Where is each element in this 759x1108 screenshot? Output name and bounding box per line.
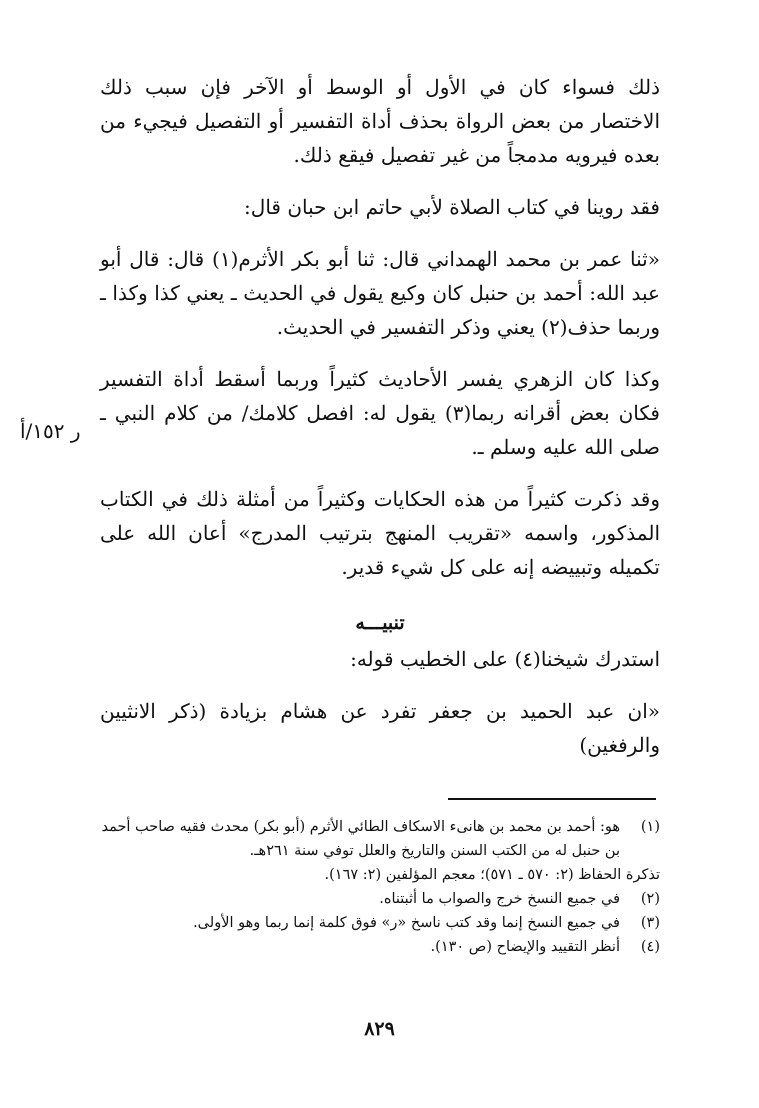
paragraph-6: استدرك شيخنا(٤) على الخطيب قوله: <box>350 647 660 671</box>
footnote-1 <box>100 815 660 863</box>
footnote-text: أنظر التقييد والإيضاح (ص ١٣٠). <box>430 939 620 955</box>
page-number: ٨٢٩ <box>364 1018 395 1040</box>
paragraph-7-quote: «ان عبد الحميد بن جعفر تفرد عن هشام بزيادة (ذكر الانثيين والرفغين) <box>100 699 660 757</box>
footnotes <box>100 815 660 959</box>
section-heading: تنبيـــه <box>355 612 405 634</box>
paragraph-2: فقد روينا في كتاب الصلاة لأبي حاتم ابن حبان قال: <box>244 195 660 219</box>
footnote-number: (٤) <box>640 939 660 955</box>
footnote-2 <box>100 887 660 911</box>
paragraph-3-quote: «ثنا عمر بن محمد الهمداني قال: ثنا أبو بكر الأثرم(١) قال: قال أبو عبد الله: أحمد بن حنبل كان وكيع يقول في الحديث ـ يعني كذا وكذا ـ وربما حذف(٢) يعني وذكر التفسير في الحديث. <box>100 247 660 339</box>
footnote-4 <box>100 935 660 959</box>
footnote-number: (١) <box>640 819 660 835</box>
footnote-3 <box>100 911 660 935</box>
footnote-number: (٢) <box>640 891 660 907</box>
main-text <box>100 70 660 780</box>
footnote-text: هو: أحمد بن محمد بن هانىء الاسكاف الطائي الأثرم (أبو بكر) محدث فقيه صاحب أحمد بن حنبل له من الكتب السنن والتاريخ والعلل توفي سنة ٢٦١هـ. <box>101 819 620 859</box>
manuscript-folio-reference: ر ١٥٢/أ <box>20 419 81 443</box>
footnote-text: في جميع النسخ خرج والصواب ما أثبتناه. <box>379 891 620 907</box>
paragraph-1: ذلك فسواء كان في الأول أو الوسط أو الآخر فإن سبب ذلك الاختصار من بعض الرواة بحذف أداة التفسير أو التفصيل فيجيء من بعده فيرويه مدمجاً من غير تفصيل فيقع ذلك. <box>100 75 660 167</box>
footnote-number: (٣) <box>640 915 660 931</box>
footnote-text: في جميع النسخ إنما وقد كتب ناسخ «ر» فوق كلمة إنما ربما وهو الأولى. <box>193 915 620 931</box>
paragraph-5: وقد ذكرت كثيراً من هذه الحكايات وكثيراً من أمثلة ذلك في الكتاب المذكور، واسمه «تقريب المنهج بترتيب المدرج» أعان الله على تكميله وتبييضه إنه على كل شيء قدير. <box>100 487 660 579</box>
footnote-divider <box>448 798 656 800</box>
paragraph-4: وكذا كان الزهري يفسر الأحاديث كثيراً وربما أسقط أداة التفسير فكان بعض أقرانه ربما(٣) يقول له: افصل كلامك/ من كلام النبي ـ صلى الله عليه وسلم ـ. <box>100 367 660 459</box>
footnote-1-source: تذكرة الحفاظ (٢: ٥٧٠ ـ ٥٧١)؛ معجم المؤلفين (٢: ١٦٧). <box>324 867 660 883</box>
